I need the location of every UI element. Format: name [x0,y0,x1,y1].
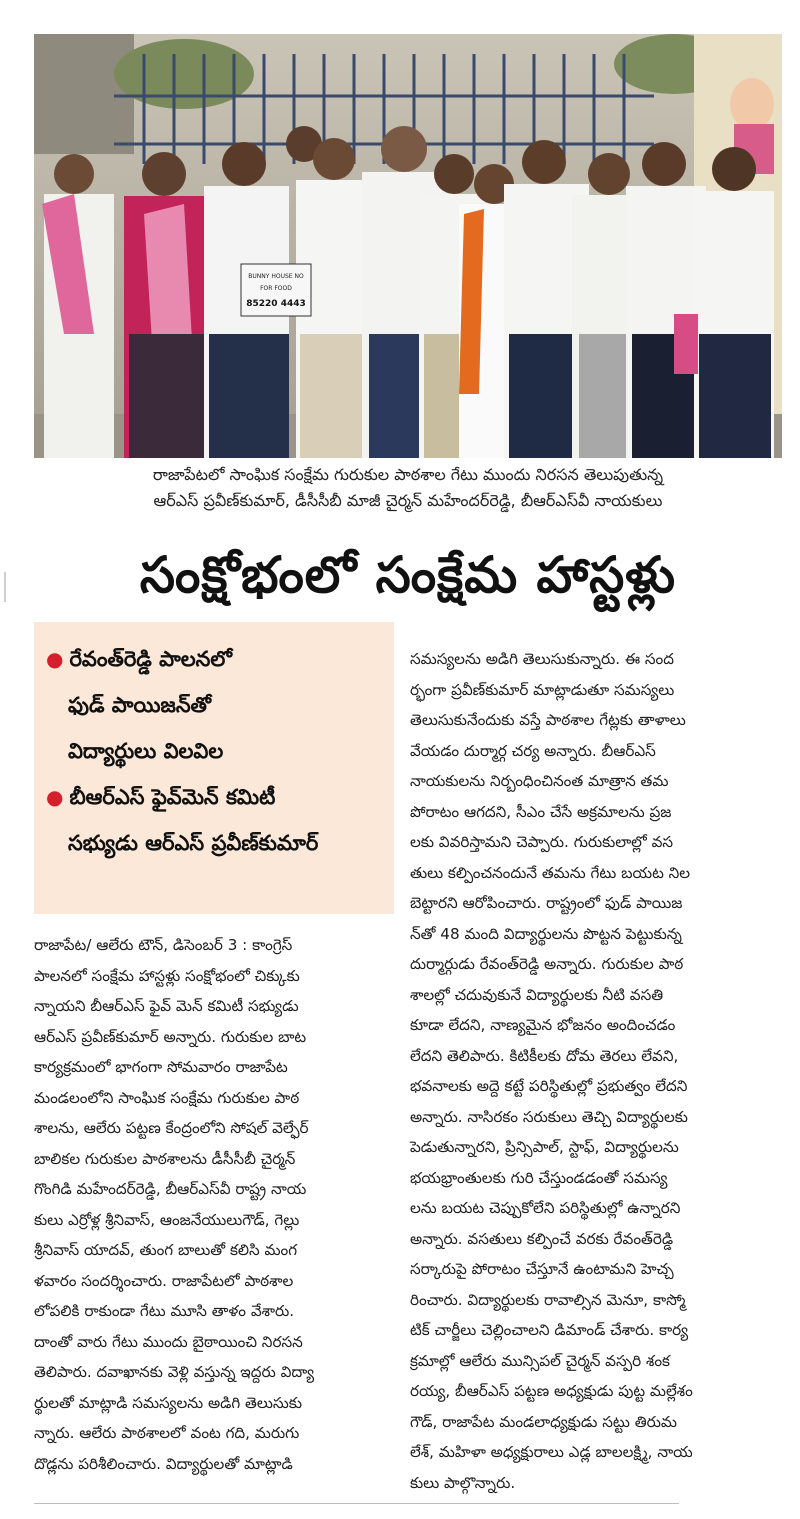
article-body-left-column [34,930,394,1479]
protest-photo-illustration [34,34,782,458]
bullet-icon: ● [46,647,64,671]
body-line: టిక్ చార్జీలు చెల్లించాలని డిమాండ్ చేశారు. కార్య [410,1321,689,1339]
body-line: తులు కల్పించనందునే తమను గేటు బయట నిల [410,863,691,882]
body-line: సమస్యలను అడిగి తెలుసుకున్నారు. ఈ సంద [410,650,674,668]
body-line: పోరాటం ఆగదని, సీఎం చేసే అక్రమాలను ప్రజ [410,802,672,821]
body-line: న్‌తో 48 మంది విద్యార్థులను పొట్టన పెట్టుకున్న [410,924,682,943]
body-line: దుర్మార్గుడు రేవంత్‌రెడ్డి అన్నారు. గురుకుల పాఠ [410,955,684,973]
body-line: లోపలికి రాకుండా గేటు మూసి తాళం వేశారు. [34,1302,295,1320]
crowd-of-people [42,126,774,458]
body-line: కూడా లేదని, నాణ్యమైన భోజనం అందించడం [410,1016,676,1034]
body-line: ర్థులతో మాట్లాడి సమస్యలను అడిగి తెలుసుకు [34,1393,302,1412]
body-line: లకు వివరిస్తామని చెప్పారు. గురుకులాల్లో వస [410,833,674,851]
highlight-2-line-2: సభ్యుడు ఆర్‌ఎస్ ప్రవీణ్‌కుమార్ [68,831,319,855]
body-line: శాలను, ఆలేరు పట్టణ కేంద్రంలోని సోషల్ వెల్ఫేర్ [34,1119,309,1137]
highlight-1-line-3: విద్యార్థులు విలవిల [68,739,224,763]
highlight-box [34,622,394,914]
body-line: అన్నారు. వసతులు కల్పించే వరకు రేవంత్‌రెడ్డి [410,1229,674,1248]
body-line: బాలికల గురుకుల పాఠశాలను డీసీసీబీ చైర్మన్ [34,1149,296,1168]
bullet-icon: ● [46,785,64,809]
placard [241,264,311,316]
body-line: మండలంలోని సాంఘిక సంక్షేమ గురుకుల పాఠ [34,1088,300,1107]
body-line: సర్కారుపై పోరాటం చేస్తూనే ఉంటామని హెచ్చ [410,1260,674,1278]
body-line: ళవారం సందర్శించారు. రాజాపేటలో పాఠశాల [34,1271,294,1290]
article-body-right-column [410,644,782,1498]
body-line: క్రమాల్లో ఆలేరు మున్సిపల్ చైర్మన్ వస్పరి శంక [410,1351,670,1370]
body-line: బెట్టారని ఆరోపించారు. రాష్ట్రంలో ఫుడ్ పాయిజ [410,894,683,912]
caption-line-2: ఆర్‌ఎస్ ప్రవీణ్‌కుమార్, డీసీసీబీ మాజీ చైర్మన్ మహేందర్‌రెడ్డి, బీఆర్‌ఎస్‌వీ నాయకులు [153,491,663,510]
article-headline: సంక్షోభంలో సంక్షేమ హాస్టళ్లు [139,546,677,604]
news-photo [34,34,782,458]
body-line: న్నారు. ఆలేరు పాఠశాలలో వంట గది, మరుగు [34,1424,300,1442]
highlight-1-line-2: ఫుడ్ పాయిజన్‌తో [68,693,212,717]
body-line: వేయడం దుర్మార్గ చర్య అన్నారు. బీఆర్‌ఎస్ [410,741,656,760]
body-line: తెలిపారు. దవాఖానకు వెళ్లి వస్తున్న ఇద్దరు విద్యా [34,1363,315,1381]
placard-text-2: FOR FOOD [260,285,292,292]
body-line: కార్యక్రమంలో భాగంగా సోమవారం రాజాపేట [34,1058,288,1076]
body-line: శాలల్లో చదువుకునే విద్యార్థులకు నీటి వసతి [410,985,664,1004]
body-line: లేశ్, మహిళా అధ్యక్షురాలు ఎడ్ల బాలలక్ష్మి, నాయ [410,1443,693,1461]
body-line: పెడుతున్నారని, ప్రిన్సిపాల్, స్టాఫ్, విద్యార్థులను [410,1138,679,1156]
body-line: భయభ్రాంతులకు గురి చేస్తుండడంతో సమస్య [410,1168,668,1187]
body-line: లేదని తెలిపారు. కిటికీలకు దోమ తెరలు లేవని, [410,1046,679,1065]
highlight-1-line-1: ● రేవంత్‌రెడ్డి పాలనలో [46,647,233,671]
body-line: గొంగిడి మహేందర్‌రెడ్డి, బీఆర్‌ఎస్‌వీ రాష్ట్ర నాయ [34,1180,307,1198]
body-line: రాజాపేట/ ఆలేరు టౌన్, డిసెంబర్ 3 : కాంగ్రెస్ [34,936,293,954]
placard-text-1: BUNNY HOUSE NO [248,273,304,280]
body-line: దొడ్లను పరిశీలించారు. విద్యార్థులతో మాట్లాడి [34,1454,293,1473]
body-line: అన్నారు. నాసిరకం సరుకులు తెచ్చి విద్యార్థులకు [410,1107,688,1126]
margin-rule [4,572,6,602]
body-line: గౌడ్, రాజాపేట మండలాధ్యక్షుడు సట్టు తిరుమ [410,1412,677,1431]
body-line: న్నాయని బీఆర్‌ఎస్ ఫైవ్ మెన్ కమిటీ సభ్యుడు [34,997,299,1015]
body-line: తెలుసుకునేందుకు వస్తే పాఠశాల గేట్లకు తాళాలు [410,711,686,729]
placard-text-3: 85220 4443 [246,299,306,309]
body-line: దాంతో వారు గేటు ముందు బైఠాయించి నిరసన [34,1332,303,1351]
body-line: పాలనలో సంక్షేమ హాస్టళ్లు సంక్షోభంలో చిక్కుకు [34,966,300,985]
highlight-2-line-1: ● బీఆర్‌ఎస్ ఫైవ్‌మెన్ కమిటీ [46,785,276,809]
photo-caption [34,462,782,514]
body-line: ర్భంగా ప్రవీణ్‌కుమార్ మాట్లాడుతూ సమస్యలు [410,680,675,699]
body-line: ఆర్‌ఎస్ ప్రవీణ్‌కుమార్ అన్నారు. గురుకుల బాట [34,1027,307,1046]
body-line: కులు ఎర్రోళ్ల శ్రీనివాస్, ఆంజనేయులుగౌడ్, గెల్లు [34,1210,300,1229]
caption-line-1: రాజాపేటలో సాంఘిక సంక్షేమ గురుకుల పాఠశాల గేటు ముందు నిరసన తెలుపుతున్న [152,465,664,484]
body-line: శ్రీనివాస్ యాదవ్, తుంగ బాలుతో కలిసి మంగ [34,1241,298,1259]
body-line: రయ్య, బీఆర్‌ఎస్ పట్టణ అధ్యక్షుడు పుట్ట మల్లేశం [410,1382,693,1400]
body-line: రించారు. విద్యార్థులకు రావాల్సిన మెనూ, కాస్మో [410,1290,686,1309]
body-line: భవనాలకు అద్దె కట్టే పరిస్థితుల్లో ప్రభుత్వం లేదని [410,1077,688,1095]
body-line: నాయకులను నిర్బంధించినంత మాత్రాన తమ [410,772,669,790]
bottom-divider [34,1503,679,1504]
body-line: కులు పాల్గొన్నారు. [410,1473,516,1492]
body-line: లను బయట చెప్పుకోలేని పరిస్థితుల్లో ఉన్నారని [410,1199,681,1217]
